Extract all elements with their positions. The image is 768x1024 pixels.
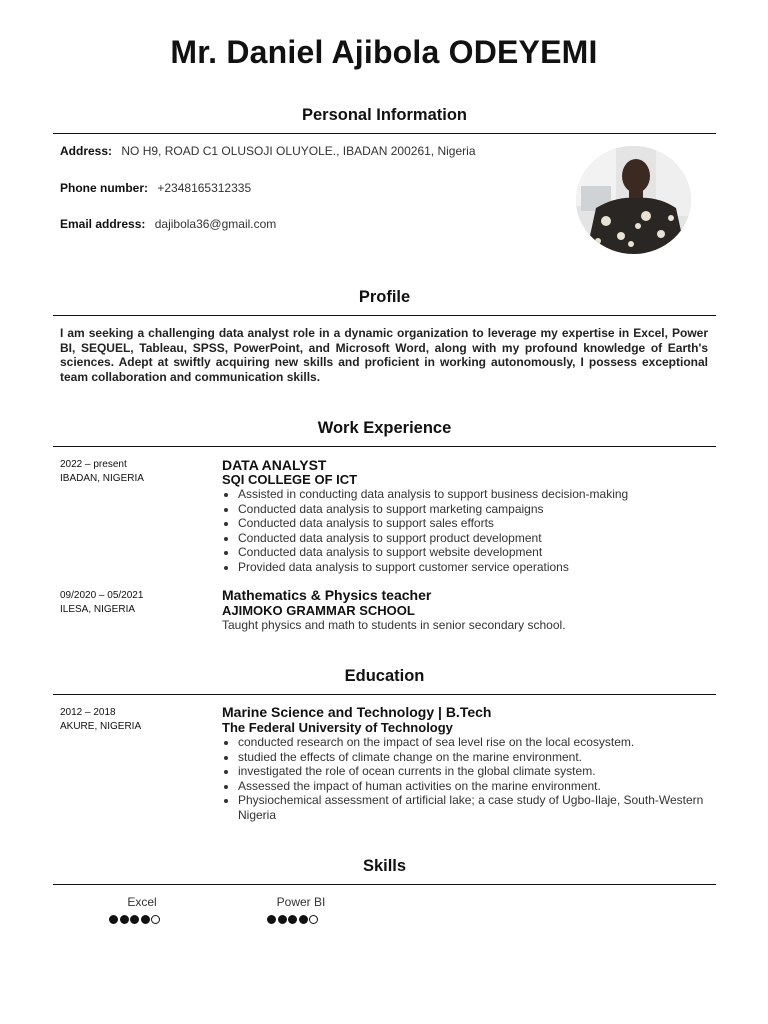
job-bullets xyxy=(222,487,708,575)
section-title-skills: Skills xyxy=(362,857,407,875)
divider xyxy=(53,694,716,695)
job-location: IBADAN, NIGERIA xyxy=(60,473,144,484)
list-item: • studied the effects of climate change on the marine environment. xyxy=(238,750,708,765)
person-portrait-icon xyxy=(576,146,691,254)
divider xyxy=(53,315,716,316)
list-item: • investigated the role of ocean currents in the global climate system. xyxy=(238,764,708,779)
phone-label: Phone number: xyxy=(60,181,149,195)
profile-text: I am seeking a challenging data analyst role in a dynamic organization to leverage my expertise in Excel, Power BI, SEQUEL, Tableau, SPSS, PowerPoint, and Microsoft Word, along with my profound knowledge of Earth's sciences. Adept at swiftly acquiring new skills and proficient in working autonomously, I possess exceptional team collaboration and communication skills. xyxy=(60,326,708,384)
job-description: Taught physics and math to students in senior secondary school. xyxy=(222,618,566,632)
list-item: • Assisted in conducting data analysis to support business decision-making xyxy=(238,487,708,502)
section-title-profile: Profile xyxy=(358,288,411,306)
skill-rating xyxy=(267,915,318,924)
section-title-personal: Personal Information xyxy=(301,106,468,124)
list-item: • conducted research on the impact of sea level rise on the local ecosystem. xyxy=(238,735,708,750)
empty-dot-icon xyxy=(151,915,160,924)
list-item: • Assessed the impact of human activities on the marine environment. xyxy=(238,779,708,794)
list-item: • Conducted data analysis to support product development xyxy=(238,531,708,546)
job-dates: 09/2020 – 05/2021 xyxy=(60,590,144,601)
divider xyxy=(53,446,716,447)
email-label: Email address: xyxy=(60,217,146,231)
filled-dot-icon xyxy=(141,915,150,924)
education-school: The Federal University of Technology xyxy=(222,720,453,735)
filled-dot-icon xyxy=(288,915,297,924)
phone-value: +2348165312335 xyxy=(157,181,252,195)
job-org: SQI COLLEGE OF ICT xyxy=(222,472,358,487)
education-degree: Marine Science and Technology | B.Tech xyxy=(222,704,492,720)
list-item: • Conducted data analysis to support marketing campaigns xyxy=(238,502,708,517)
address-value: NO H9, ROAD C1 OLUSOJI OLUYOLE., IBADAN 200261, Nigeria xyxy=(121,144,476,158)
list-item: • Provided data analysis to support customer service operations xyxy=(238,560,708,575)
skill-name-excel: Excel xyxy=(127,895,157,909)
skill-rating xyxy=(109,915,160,924)
section-title-education: Education xyxy=(344,667,425,685)
section-title-work: Work Experience xyxy=(317,419,452,437)
job-dates: 2022 – present xyxy=(60,459,127,470)
job-role: Mathematics & Physics teacher xyxy=(222,587,432,603)
list-item: • Conducted data analysis to support website development xyxy=(238,545,708,560)
divider xyxy=(53,884,716,885)
filled-dot-icon xyxy=(130,915,139,924)
profile-photo xyxy=(576,146,691,254)
list-item: • Physiochemical assessment of artificial lake; a case study of Ugbo-Ilaje, South-Western Nigeria xyxy=(238,793,708,822)
filled-dot-icon xyxy=(278,915,287,924)
filled-dot-icon xyxy=(267,915,276,924)
job-org: AJIMOKO GRAMMAR SCHOOL xyxy=(222,603,415,618)
divider xyxy=(53,133,716,134)
education-location: AKURE, NIGERIA xyxy=(60,721,142,732)
phone-row xyxy=(60,181,251,195)
education-dates: 2012 – 2018 xyxy=(60,707,116,718)
job-location: ILESA, NIGERIA xyxy=(60,604,136,615)
job-role: DATA ANALYST xyxy=(222,457,327,473)
filled-dot-icon xyxy=(109,915,118,924)
education-bullets xyxy=(222,735,708,823)
filled-dot-icon xyxy=(299,915,308,924)
filled-dot-icon xyxy=(120,915,129,924)
list-item: • Conducted data analysis to support sales efforts xyxy=(238,516,708,531)
email-row xyxy=(60,217,276,231)
email-value[interactable]: dajibola36@gmail.com xyxy=(154,217,277,231)
address-row xyxy=(60,144,476,158)
empty-dot-icon xyxy=(309,915,318,924)
skill-name-powerbi: Power BI xyxy=(276,895,326,909)
address-label: Address: xyxy=(60,144,113,158)
candidate-name: Mr. Daniel Ajibola ODEYEMI xyxy=(170,34,598,70)
